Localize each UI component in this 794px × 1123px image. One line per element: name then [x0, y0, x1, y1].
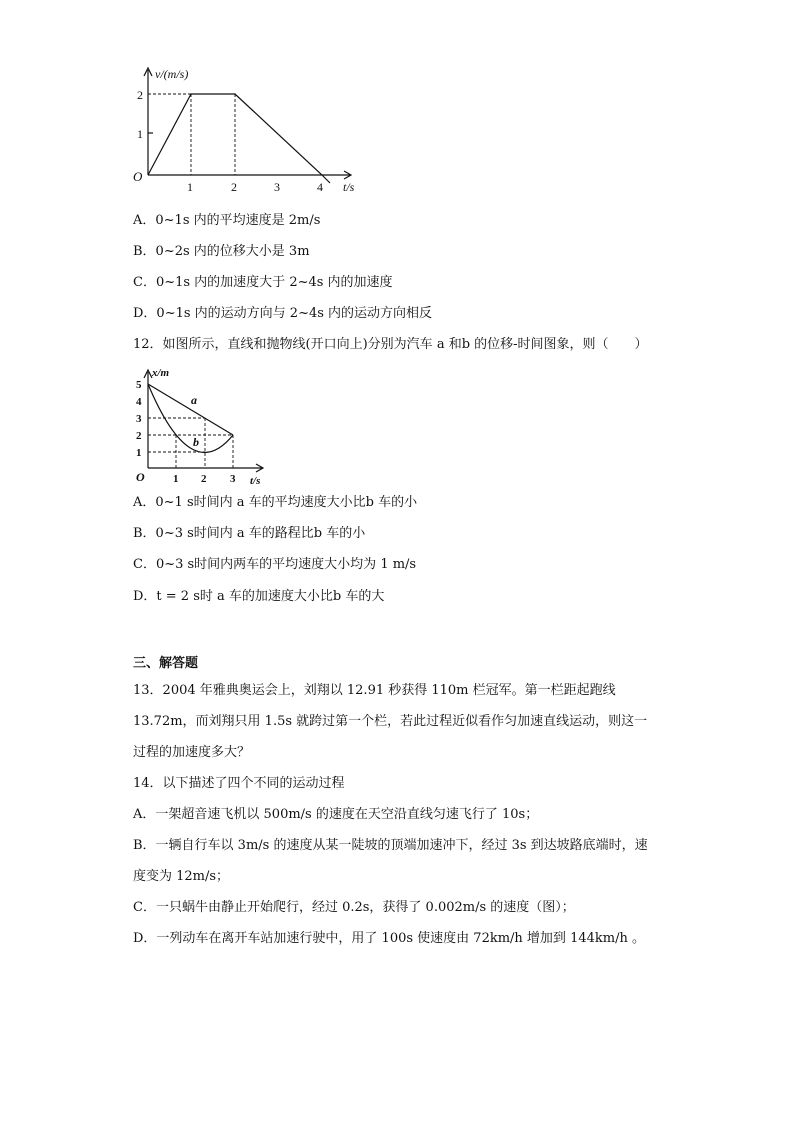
q11-option-a: A．0~1s 内的平均速度是 2m/s	[133, 213, 321, 228]
y-tick-label: 3	[136, 413, 142, 425]
q14-option-c: C．一只蜗牛由静止开始爬行，经过 0.2s，获得了 0.002m/s 的速度（图）；	[133, 900, 575, 915]
y-tick-label: 4	[136, 396, 142, 408]
x-tick-label: 4	[317, 180, 323, 194]
origin-label: O	[133, 169, 143, 184]
x-tick-label: 2	[201, 473, 207, 485]
y-axis-label: x/m	[152, 367, 170, 379]
q11-option-d: D．0~1s 内的运动方向与 2~4s 内的运动方向相反	[133, 306, 433, 321]
q14-option-b: B．一辆自行车以 3m/s 的速度从某一陡坡的顶端加速冲下，经过 3s 到达坡路底端时，速	[133, 838, 648, 853]
x-tick-label: 1	[173, 473, 179, 485]
q14-option-a: A．一架超音速飞机以 500m/s 的速度在天空沿直线匀速飞行了 10s；	[133, 807, 539, 822]
q12-option-a: A．0~1 s时间内 a 车的平均速度大小比b 车的小	[133, 495, 418, 510]
q14-option-b-continued: 度变为 12m/s；	[133, 869, 230, 884]
x-tick-label: 3	[274, 180, 280, 194]
x-tick-label: 3	[230, 473, 236, 485]
q13-line: 13.72m，而刘翔只用 1.5s 就跨过第一个栏，若此过程近似看作匀加速直线运动，则这一	[133, 714, 648, 729]
curve-b-label: b	[193, 435, 199, 449]
y-tick-label: 5	[136, 379, 142, 391]
q12-option-b: B．0~3 s时间内 a 车的路程比b 车的小	[133, 526, 366, 541]
q14-line: 14．以下描述了四个不同的运动过程	[133, 776, 345, 791]
q13-line: 13．2004 年雅典奥运会上，刘翔以 12.91 秒获得 110m 栏冠军。第一栏距起跑线	[133, 683, 616, 698]
x-tick-label: 2	[231, 180, 237, 194]
x-axis-label: t/s	[343, 180, 355, 194]
x-tick-label: 1	[187, 180, 193, 194]
y-tick-label: 2	[137, 88, 143, 102]
line-a	[148, 384, 233, 435]
y-tick-label: 1	[136, 447, 142, 459]
q12-stem: 12．如图所示，直线和抛物线(开口向上)分别为汽车 a 和b 的位移-时间图象，则（ ）	[133, 337, 648, 352]
position-time-graph	[130, 364, 280, 489]
y-tick-label: 2	[136, 430, 142, 442]
section-title: 三、解答题	[133, 656, 199, 671]
q14-option-d: D．一列动车在离开车站加速行驶中，用了 100s 使速度由 72km/h 增加到 144km/h 。	[133, 931, 645, 946]
x-axis-label: t/s	[250, 475, 261, 487]
q13-line: 过程的加速度多大？	[133, 745, 251, 760]
q11-option-b: B．0~2s 内的位移大小是 3m	[133, 244, 310, 259]
q12-option-d: D．t = 2 s时 a 车的加速度大小比b 车的大	[133, 589, 385, 604]
velocity-time-graph	[125, 60, 375, 195]
origin-label: O	[136, 470, 145, 484]
y-axis-label: v/(m/s)	[155, 67, 189, 81]
q12-option-c: C．0~3 s时间内两车的平均速度大小均为 1 m/s	[133, 557, 417, 572]
curve-a-label: a	[191, 393, 197, 407]
q11-option-c: C．0~1s 内的加速度大于 2~4s 内的加速度	[133, 275, 393, 290]
velocity-line	[148, 94, 330, 183]
y-tick-label: 1	[137, 127, 143, 141]
